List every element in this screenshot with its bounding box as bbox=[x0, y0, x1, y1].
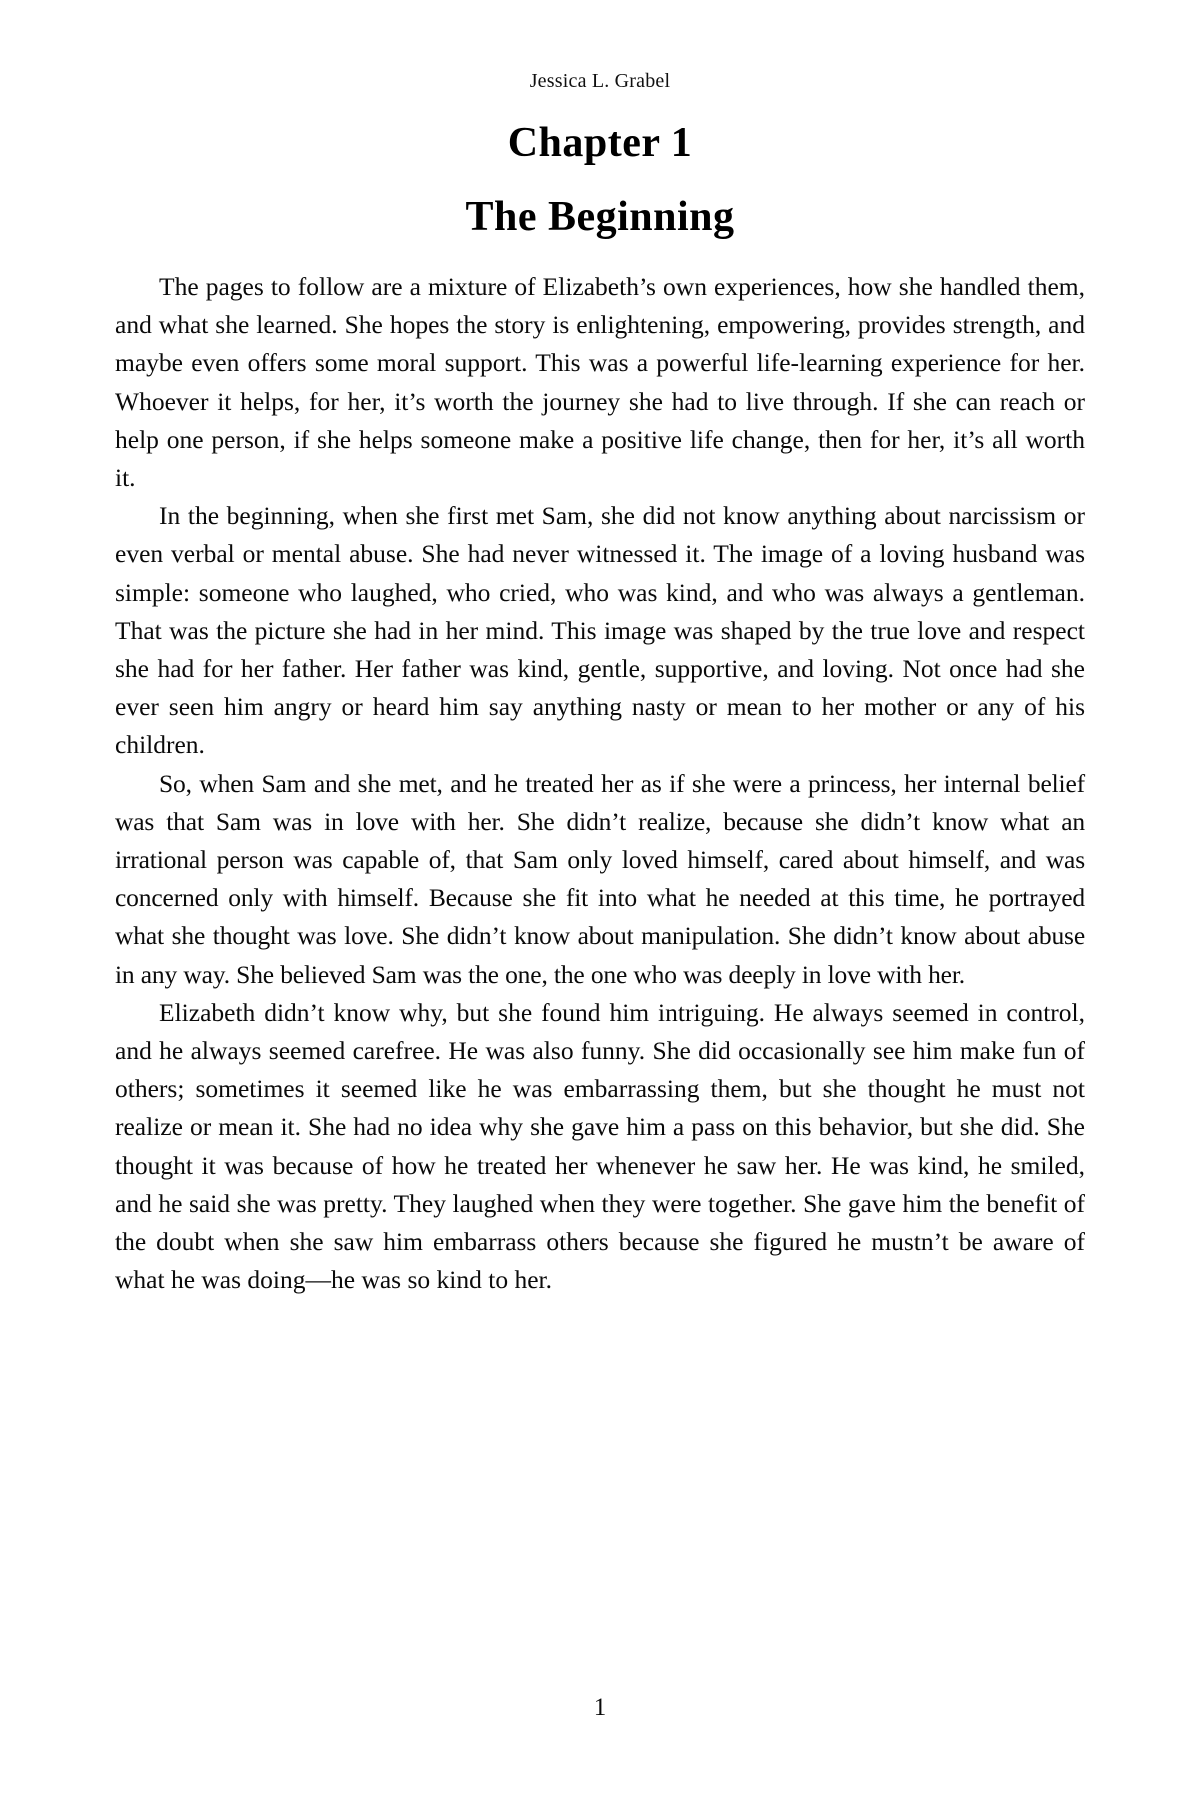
paragraph: The pages to follow are a mixture of Elizabeth’s own experiences, how she handled them, and what she learned. She hopes the story is enlightening, empowering, provides strength, and maybe even offers some moral support. This was a powerful life-learning experience for her. Whoever it helps, for her, it’s worth the journey she had to live through. If she can reach or help one person, if she helps someone make a positive life change, then for her, it’s all worth it. bbox=[115, 272, 1085, 493]
chapter-title: The Beginning bbox=[465, 194, 735, 240]
paragraph: Elizabeth didn’t know why, but she found him intriguing. He always seemed in control, and he always seemed carefree. He was also funny. She did occasionally see him make fun of others; sometimes it seemed like he was embarrassing them, but she thought he must not realize or mean it. She had no idea why she gave him a pass on this behavior, but she did. She thought it was because of how he treated her whenever he saw her. He was kind, he smiled, and he said she was pretty. They laughed when they were together. She gave him the benefit of the doubt when she saw him embarrass others because she figured he mustn’t be aware of what he was doing—he was so kind to her. bbox=[115, 997, 1085, 1295]
chapter-number: Chapter 1 bbox=[507, 120, 693, 166]
running-head-author: Jessica L. Grabel bbox=[529, 70, 671, 92]
chapter-heading-block bbox=[0, 122, 1200, 238]
paragraph: So, when Sam and she met, and he treated her as if she were a princess, her internal belief was that Sam was in love with her. She didn’t realize, because she didn’t know what an irrational person was capable of, that Sam only loved himself, cared about himself, and was concerned only with himself. Because she fit into what he needed at this time, he portrayed what she thought was love. She didn’t know about manipulation. She didn’t know about abuse in any way. She believed Sam was the one, the one who was deeply in love with her. bbox=[115, 768, 1085, 989]
body-text-block bbox=[115, 268, 1085, 1299]
paragraph: In the beginning, when she first met Sam, she did not know anything about narcissism or even verbal or mental abuse. She had never witnessed it. The image of a loving husband was simple: someone who laughed, who cried, who was kind, and who was always a gentleman. That was the picture she had in her mind. This image was shaped by the true love and respect she had for her father. Her father was kind, gentle, supportive, and loving. Not once had she ever seen him angry or heard him say anything nasty or mean to her mother or any of his children. bbox=[115, 501, 1085, 760]
page-number: 1 bbox=[593, 1694, 607, 1721]
